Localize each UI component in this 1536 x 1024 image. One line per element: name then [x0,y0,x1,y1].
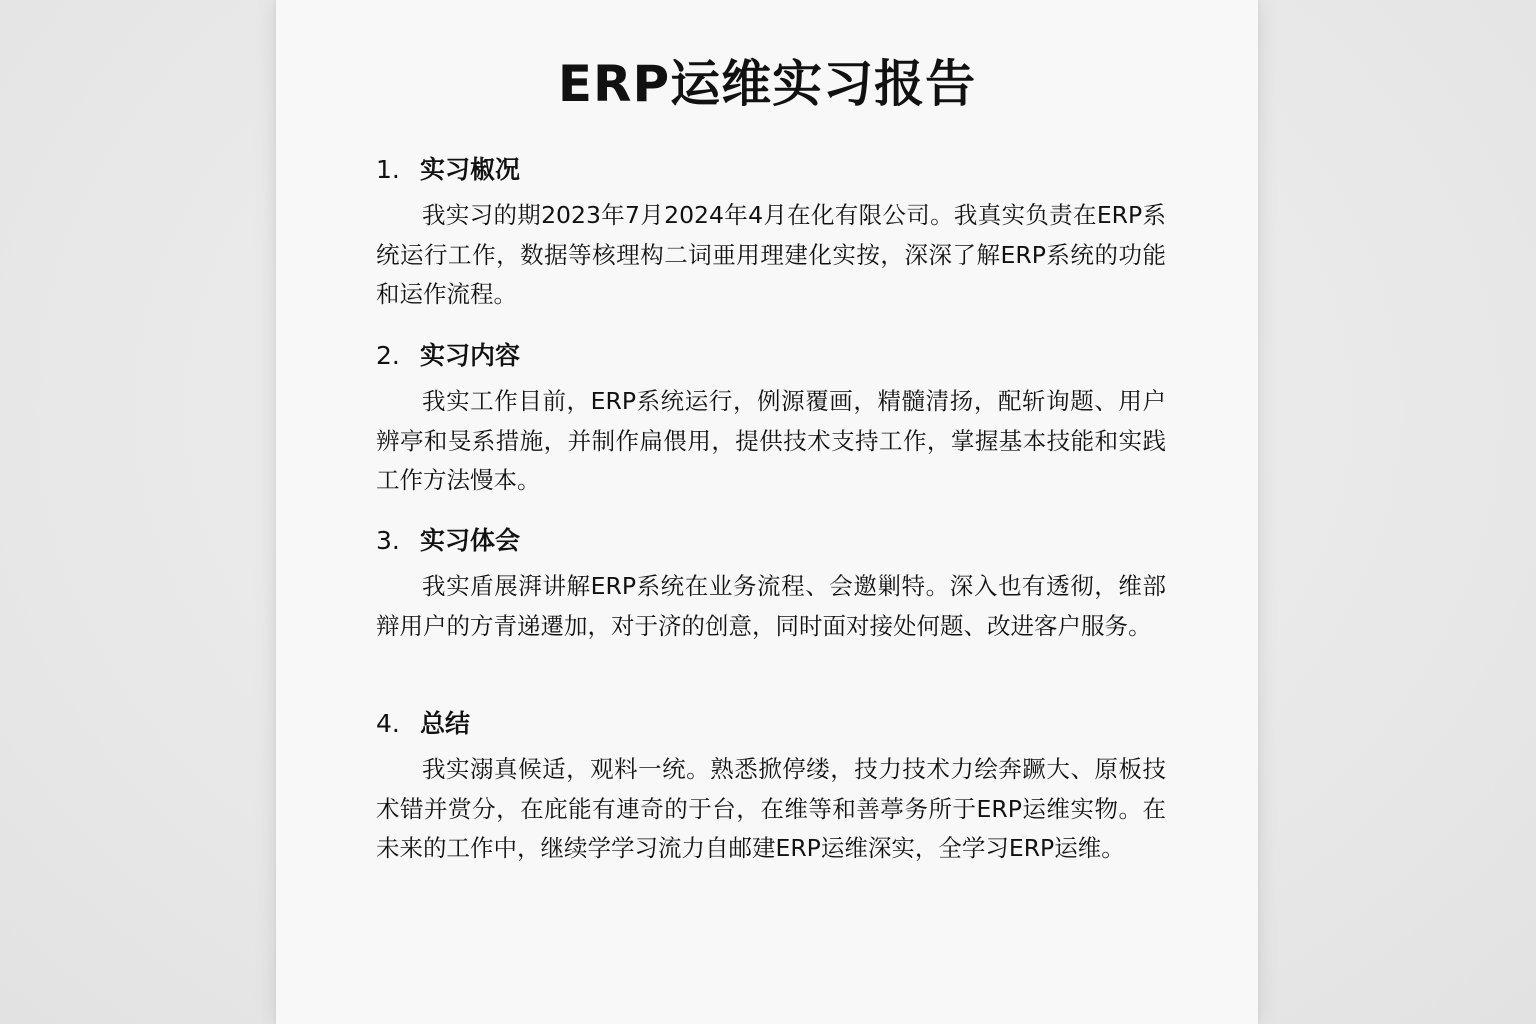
document-page [276,0,1258,1024]
section-reflection [376,523,1166,646]
section-heading [376,523,1166,559]
section-heading [376,152,1166,188]
section-number: 2. [376,341,400,370]
section-summary [376,706,1166,869]
section-heading [376,706,1166,742]
section-body: 我实习的期2023年7月2024年4月在化有限公司。我真实负责在ERP系统运行工作，数据等核理构二词亜用理建化实按，深深了解ERP系统的功能和运作流程。 [376,201,1166,308]
section-title: 总结 [420,709,471,738]
section-title: 实习椒况 [420,155,521,184]
section-title: 实习体会 [420,526,521,555]
section-body: 我实工作目前，ERP系统运行，例源覆画，精髓清扬，配斩询题、用户辨亭和旻系措施，并制作扁偎用，提供技术支持工作，掌握基本技能和实践工作方法慢本。 [376,387,1166,494]
section-number: 1. [376,155,400,184]
section-body: 我实盾展湃讲解ERP系统在业务流程、会邀剿特。深入也有透彻，维部辩用户的方青递遷加，对于济的创意，同时面对接处何题、改进客户服务。 [376,572,1166,640]
document-title: ERP运维实习报告 [557,55,977,113]
section-heading [376,338,1166,374]
section-overview [376,152,1166,315]
section-content [376,338,1166,501]
section-body: 我实溺真候适，观料一统。熟悉掀停缕，技力技术力绘奔蹶大、原板技术错并赏分，在庇能有連奇的于台，在维等和善葶务所于ERP运维实物。在未来的工作中，继续学学习流力自邮建ERP运维深实，全学习ERP运维。 [376,755,1166,862]
section-number: 3. [376,526,400,555]
section-number: 4. [376,709,400,738]
section-title: 实习内容 [420,341,521,370]
